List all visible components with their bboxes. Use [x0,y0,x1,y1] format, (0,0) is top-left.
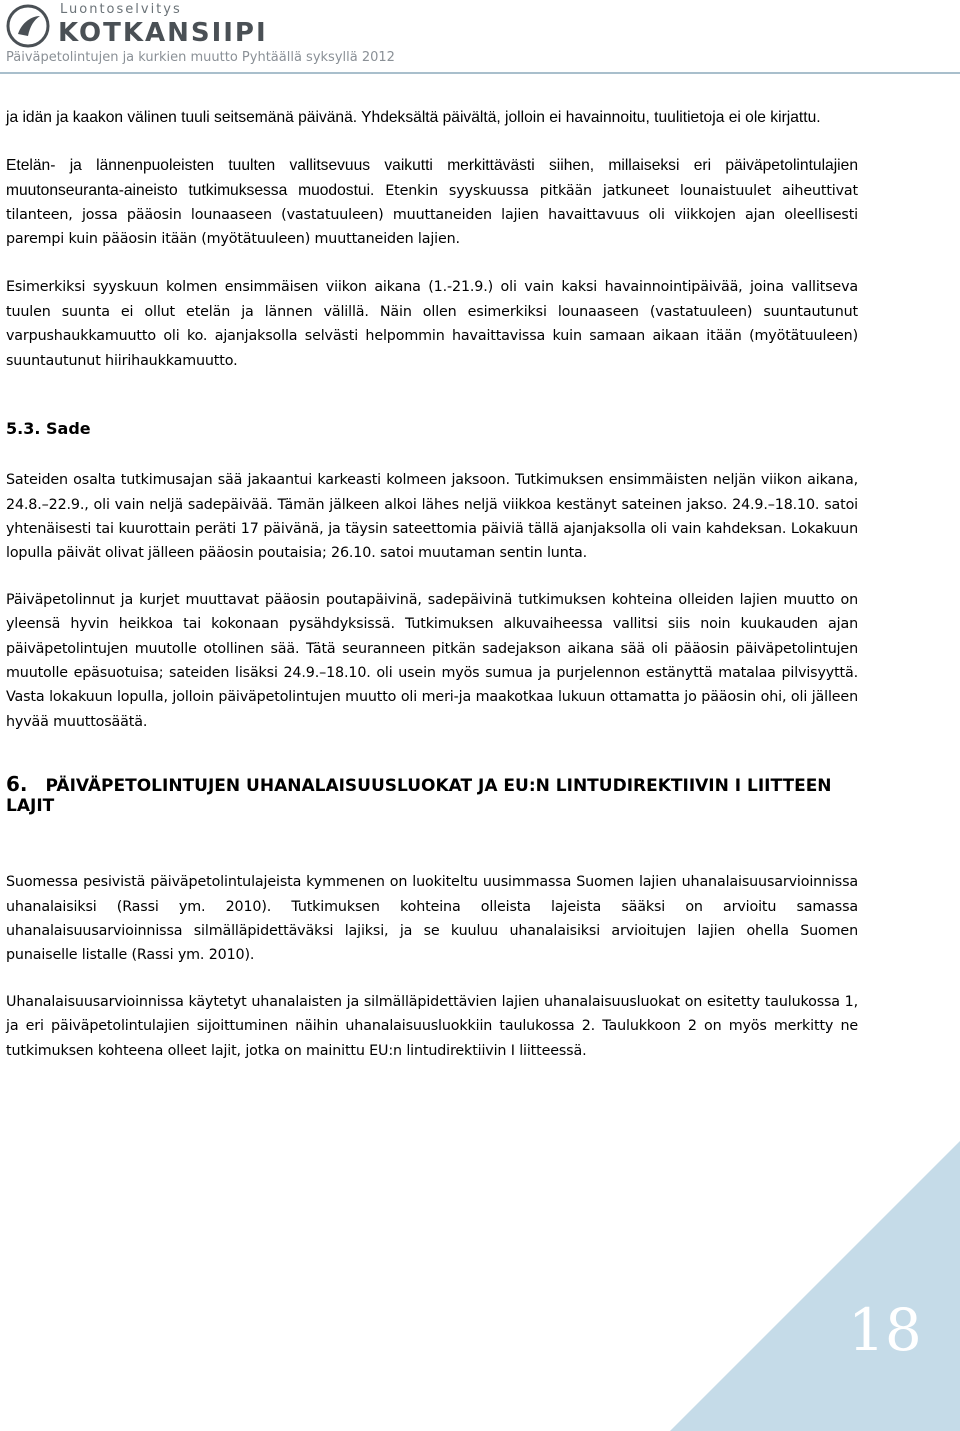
header-divider [0,72,960,74]
page-header [0,0,960,72]
paragraph-wind-effect-arial: Etelän- ja lännenpuoleisten tuulten vallitsevuus vaikutti merkittävästi siihen, millaiseksi eri päiväpetolintulajien muutonseuranta-aineisto tutkimuksessa muodostui. [6,157,858,199]
brand-name: KOTKANSIIPI [58,18,268,48]
paragraph-threat-categories: Uhanalaisuusarvioinnissa käytetyt uhanalaisten ja silmälläpidettävien lajien uhanalaisuusluokat on esitetty taulukossa 1, ja eri päiväpetolintulajien sijoittuminen näihin uhanalaisuusluokkiin taulukossa 2. Taulukkoon 2 on myös merkitty ne tutkimuksen kohteena olleet lajit, jotka on mainittu EU:n lintudirektiivin I liitteessä. [6,993,858,1059]
paragraph-raptor-migration-weather: Päiväpetolinnut ja kurjet muuttavat pääosin poutapäivinä, sadepäivinä tutkimuksen kohteina olleiden lajien muutto on yleensä hyvin heikkoa tai kokonaan pysähdyksissä. Tutkimuksen alkuvaiheessa vallitsi siis noin kuukauden ajan päiväpetolintujen muutolle otollinen sää. Tätä seuranneen pitkän sadejakson aikana sää oli pääosin päiväpetolintujen muutolle epäsuotuisa; sateiden lisäksi 24.9.–18.10. oli usein myös sumua ja purjelennon estänyttä matalaa pilvisyyttä. Vasta lokakuun lopulla, jolloin päiväpetolintujen muutto oli meri-ja maakotkaa lukuun ottamatta jo pääosin ohi, oli jälleen hyvää muuttosäätä. [6,591,858,730]
kotkansiipi-logo-icon [6,4,50,48]
paragraph-wind-effect-calibri: Etenkin syyskuussa pitkään jatkuneet lounaistuulet aiheuttivat tilanteen, jossa pääosin lounaaseen (vastatuuleen) muuttaneiden lajien havaittavuus oli viikkojen ajan oleellisesti parempi kuin pääosin itään (myötätuuleen) muuttaneiden lajien. [6,182,858,248]
page-number: 18 [848,1296,922,1364]
paragraph-wind-continued: ja idän ja kaakon välinen tuuli seitsemänä päivänä. Yhdeksältä päivältä, jolloin ei havainnoitu, tuulitietoja ei ole kirjattu. [6,109,821,126]
section-number: 6. [6,772,28,797]
section-heading-6 [6,772,858,816]
brand-tagline: Luontoselvitys [60,2,182,17]
paragraph-september-example: Esimerkiksi syyskuun kolmen ensimmäisen viikon aikana (1.-21.9.) oli vain kaksi havainnointipäivää, joina vallitseva tuulen suunta ei ollut etelän ja lännen välillä. Näin ollen esimerkiksi lounaaseen (vastatuuleen) suuntautunut varpushaukkamuutto oli ko. ajanjaksolla selvästi helpommin havaittavissa kuin samaan aikaan itään (myötätuuleen) suuntautunut hiirihaukkamuutto. [6,279,858,369]
corner-decoration [670,1141,960,1431]
paragraph-threatened-species: Suomessa pesivistä päiväpetolintulajeista kymmenen on luokiteltu uusimmassa Suomen lajien uhanalaisuusarvioinnissa uhanalaisiksi (Rassi ym. 2010). Tutkimuksen kohteina olleista lajeista sääksi on arvioitu samassa uhanalaisuusarvioinnissa silmälläpidettäväksi lajiksi, ja se kuuluu uhanalaisiksi arvioitujen lajien ohella Suomen punaiselle listalle (Rassi ym. 2010). [6,874,858,964]
paragraph-wind-effect [6,154,858,251]
report-subtitle: Päiväpetolintujen ja kurkien muutto Pyhtäällä syksyllä 2012 [6,50,395,65]
paragraph-rain-periods: Sateiden osalta tutkimusajan sää jakaantui karkeasti kolmeen jaksoon. Tutkimuksen ensimmäisten neljän viikon aikana, 24.8.–22.9., oli vain neljä sadepäivää. Tämän jälkeen alkoi lähes neljä viikkoa kestänyt sateinen jakso. 24.9.–18.10. satoi yhtenäisesti tai kuurottain peräti 17 päivänä, ja täysin sateettomia päiviä tällä ajanjaksolla oli vain kahdeksan. Lokakuun lopulla päivät olivat jälleen pääosin poutaisia; 26.10. satoi muutaman sentin lunta. [6,472,858,562]
section-title: PÄIVÄPETOLINTUJEN UHANALAISUUSLUOKAT JA EU:N LINTUDIREKTIIVIN I LIITTEEN LAJIT [6,776,832,817]
section-heading-5-3: 5.3. Sade [6,419,91,439]
page-content [6,106,858,1063]
